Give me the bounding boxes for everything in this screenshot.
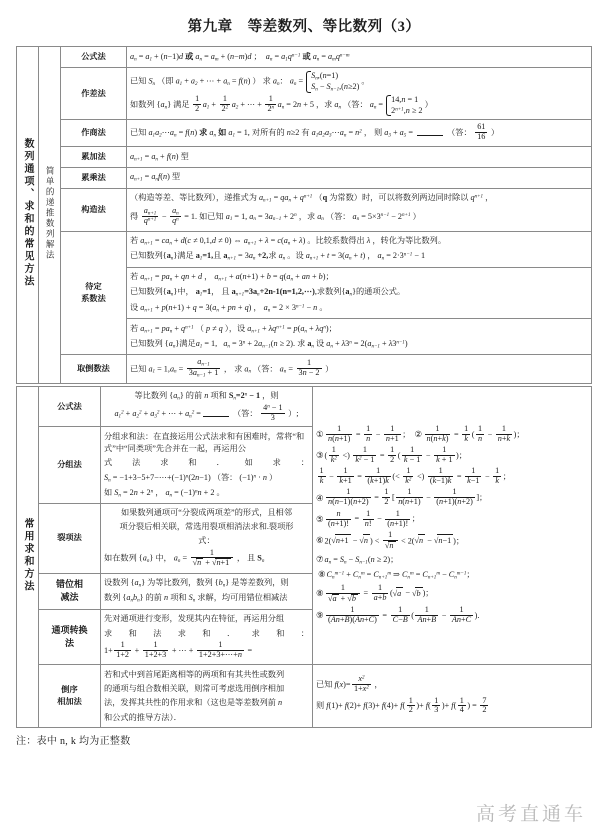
- example-box: 已知 f(x)= $\frac{x^2}{1+x^2}$ ， 则 f(1)+ f(2)+ f(3)+ f(4)+ f( $\frac{1}{2}$ )+ f( $\frac{1}{3}$ )+ f( $\frac{1}{4}$ ) = $\frac{7}{2}$: [313, 665, 592, 728]
- method-content-qudaoshufa: 已知 $a_1 = 1,a_n$ = $\frac{a_{n-1}}{3a_{n-1} + 1}$ ， 求 $a_n$ （答： $a_n$ = $\frac{1}{3n - 2}$ ）: [127, 355, 592, 384]
- method-content-daiding-1: 若 $a_{n+1} = ca_n + d(c \ne 0,1,d \ne 0)$ ⇔ $a_{n+1} + \lambda = c(a_n + \lambda)$ 。比较系数得出 λ ，转化为等比数列。 已知数列$\{a_n\}$满足 $a_1=1$,且 $a_{n+1} = 3a_n +2$,求 $a_n$ 。设 $a_{n+1} + t = 3(a_n + t)$ ， $a_n = 2\cdot 3^{n-1} - 1$: [127, 231, 592, 267]
- method-label-qudaoshufa: 取倒数法: [61, 355, 127, 384]
- method-label-tongxiangzhuanhuanfa: 通项转换 法: [39, 609, 101, 665]
- page-title: 第九章 等差数列、等比数列（3）: [187, 19, 421, 35]
- method-content-tongxiangzhuanhuanfa: 先对通项进行变形，发现其内在特征，再运用分组 求和法求和．求和： 1+ $\frac{1}{1+2}$ + $\frac{1}{1+2+3}$ + ⋯ + $\frac{1}{1+2+3+\cdots+n}$ =: [101, 609, 313, 665]
- method-content-gongshifa: $a_n = a_1 + (n-1)d$ 或 $a_n = a_m + (n-m)d$ ； $a_n = a_1q^{n-1}$ 或 $a_n = a_mq^{n-m}$: [127, 47, 592, 68]
- method-label-liexiangfa: 裂项法: [39, 504, 101, 573]
- table-row: [17, 188, 592, 231]
- method-content-zuoshangfa: 已知 $a_1a_2\cdots a_n = f(n)$ 求 $a_n$ 如 $a_1 = 1$, 对所有的 n≥2 有 $a_1a_2a_3\cdots a_n = n^2$ ， 则 $a_3 + a_5$ = （答： $\frac{61}{16}$ ）: [127, 120, 592, 147]
- method-content-daiding-3: 若 $a_{n+1} = pa_n + q^{n+1}$ （ p ≠ q ），设 $a_{n+1} + \lambda q^{n+1} = p(a_n + \lambda q^n)$； 已知数列 $\{a_n\}$满足$a_1 = 1$, $a_n = 3^n + 2a_{n-1}(n \ge 2)$. 求 $a_n$ 设 $a_n + \lambda 3^n = 2(a_{n-1} + \lambda 3^{n-1})$: [127, 319, 592, 355]
- method-content-daoxuxiangjiafa: 若和式中到首尾距离相等的两项和有其共性或数列 的通项与组合数相关联，则常可考虑选用倒序相加 法，发挥其共性的作用求和（这也是等差数列前 n 和公式的推导方法）．: [101, 665, 313, 728]
- footnote: 注：表中 n, k 均为正整数: [16, 736, 131, 748]
- formula-reference-box: ① $\frac{1}{n(n+1)}$ = $\frac{1}{n}$ − $\frac{1}{n+1}$ ； ② $\frac{1}{n(n+k)}$ = $\frac{1}{k}$ ( $\frac{1}{n}$ − $\frac{1}{n+k}$ )； ③( $\frac{1}{k^2}$ <) $\frac{1}{k^2 - 1}$ = $\frac{1}{2}$ ( $\frac{1}{k - 1}$ − $\frac{1}{k + 1}$ )； $\frac{1}{k}$ − $\frac{1}{k+1}$ = $\frac{1}{(k+1)k}$ (< $\frac{1}{k^2}$ <) $\frac{1}{(k-1)k}$ = $\frac{1}{k-1}$ − $\frac{1}{k}$ ； ④ $\frac{1}{n(n-1)(n+2)}$ = $\frac{1}{2}$ [ $\frac{1}{n(n+1)}$ − $\frac{1}{(n+1)(n+2)}$ ]； ⑤ $\frac{n}{(n+1)!}$ = $\frac{1}{n!}$ − $\frac{1}{(n+1)!}$ ； ⑥2(√n+1 − √n ) < $\frac{1}{√n}$ < 2(√n − √n−1 )； $⑦a_n = S_n - S_{n-1}(n \ge 2)$； $⑧C_n^{m-1} + C_n^m = C_{n+1}^m$ ⇒ $C_n^m = C_{n+1}^m - C_n^{m-1}$； ⑧ $\frac{1}{√a + √b}$ = $\frac{1}{a+b}$ (√a − √b )； ⑨ $\frac{1}{(An+B)(An+C)}$ = $\frac{1}{C-B}$ ( $\frac{1}{An+B}$ − $\frac{1}{An+C}$ ).: [313, 386, 592, 664]
- method-label-daoxuxiangjiafa: 倒序 相加法: [39, 665, 101, 728]
- section1-vertical-label: 数列通项、求和的常见方法: [17, 47, 39, 384]
- section2-vertical-label: 常用求和方法: [17, 386, 39, 727]
- method-label-leijiafa: 累加法: [61, 147, 127, 168]
- method-content-gouzaofa: （构造等差、等比数列），递推式为 $a_{n+1} = qa_n + q^{n+1}$ （q 为常数）时，可以将数列两边同时除以 $q^{n+1}$ ， 得 $\frac{a_{n+1}}{q^{n+1}}$ − $\frac{a_n}{q^n}$ = 1. 如已知 $a_1 = 1$, $a_n = 3a_{n-1} + 2^n$ ，求 $a_n$ （答： $a_n = 5\times 3^{n-1} - 2^{n+1}$ ）: [127, 188, 592, 231]
- method-label-fenzufa: 分组法: [39, 427, 101, 504]
- table-row: [17, 120, 592, 147]
- method-content-daiding-2: 若 $a_{n+1} = pa_n$ + qn + d ， $a_{n+1} + a(n+1) + b = q(a_n$ + an + b)； 已知数列$\{a_n\}$中， $a_1=1$， 且 $a_{n+1}=3a_n+2n-1(n=1,2,\cdots)$,求数列$\{a_n\}$的通项公式。 设 $a_{n+1} + p(n+1) + q = 3(a_n$ + pn + q) ， $a_n = 2 \times 3^{n-1} - n$ 。: [127, 267, 592, 318]
- method-content-liexiangfa: 如果数列通项可“分裂成两项差”的形式，且相邻 项分裂后相关联，常选用裂项相消法求和.裂项形 式： 如在数列 $\{a_n\}$ 中， $a_n$ = $\frac{1}{√n + √n+1}$ ， 且 $S_n$: [101, 504, 313, 573]
- method-content-s2-gongshifa: 等比数列 $\{a_n\}$ 的前 n 项和 $S_n=2^n - 1$ ，则 $a_1^2 + a_2^2 + a_3^2$ + ⋯ + $a_n^2$ = （答： $\frac{4^n - 1}{3}$ ）;: [101, 386, 313, 427]
- method-label-zuochafa: 作差法: [61, 67, 127, 120]
- methods-table-section1: [16, 46, 592, 384]
- table-row: [17, 355, 592, 384]
- method-label-s2-gongshifa: 公式法: [39, 386, 101, 427]
- method-label-gongshifa: 公式法: [61, 47, 127, 68]
- table-row: [17, 167, 592, 188]
- table-row: [17, 386, 592, 427]
- table-row: [17, 47, 592, 68]
- watermark: 高考直通车: [475, 804, 586, 825]
- method-label-cuoweixiangjianfa: 错位相 减法: [39, 573, 101, 609]
- method-label-daidingxishufa: 待定 系数法: [61, 231, 127, 354]
- method-label-leichengfa: 累乘法: [61, 167, 127, 188]
- table-row: [17, 231, 592, 267]
- method-content-fenzufa: 分组求和法：在直接运用公式法求和有困难时，常将“和式”中“同类项”先合并在一起，再运用公 式法求和．如求： $S_n$ = $-1+3-5+7-\cdots+(-1)^n(2n-1)$ （答： $(-1)^n \cdot n$ ） 如 $S_n = 2n + 2^n$ ， $a_n = (-1)^nn + 2$ 。: [101, 427, 313, 504]
- method-label-gouzaofa: 构造法: [61, 188, 127, 231]
- method-content-leichengfa: $a_{n+1} = a_nf(n)$ 型: [127, 167, 592, 188]
- table-row: [17, 147, 592, 168]
- table-row: [17, 67, 592, 120]
- method-content-cuoweixiangjianfa: 设数列 $\{a_n\}$ 为等比数列，数列 $\{b_n\}$ 是等差数列，则 数列 $\{a_nb_n\}$ 的前 n 项和 $S_n$ 求解，均可用错位相减法: [101, 573, 313, 609]
- section1-vertical-sublabel: 简单的递推数列解法: [39, 47, 61, 384]
- method-content-zuochafa: 已知 $S_n$ （即 $a_1 + a_2$ + ⋯ + $a_n = f(n)$ ） 求 $a_n$： $a_n$ = $S_n,(n=1)$ $S_n - S_{n-1},(n\ge 2)$ 。 如数列 $\{a_n\}$ 满足 $\frac{1}{2}$ $a_1$ + $\frac{1}{2^2}$ $a_2$ + ⋯ + $\frac{1}{2^n}$ $a_n = 2n + 5$ ，求 $a_n$ （答： $a_n$ = 14,n = 1 $2^{n+1},n \ge 2$ ）: [127, 67, 592, 120]
- table-row: [17, 665, 592, 728]
- method-content-leijiafa: $a_{n+1} = a_n + f(n)$ 型: [127, 147, 592, 168]
- methods-table-section2: [16, 386, 592, 728]
- method-label-zuoshangfa: 作商法: [61, 120, 127, 147]
